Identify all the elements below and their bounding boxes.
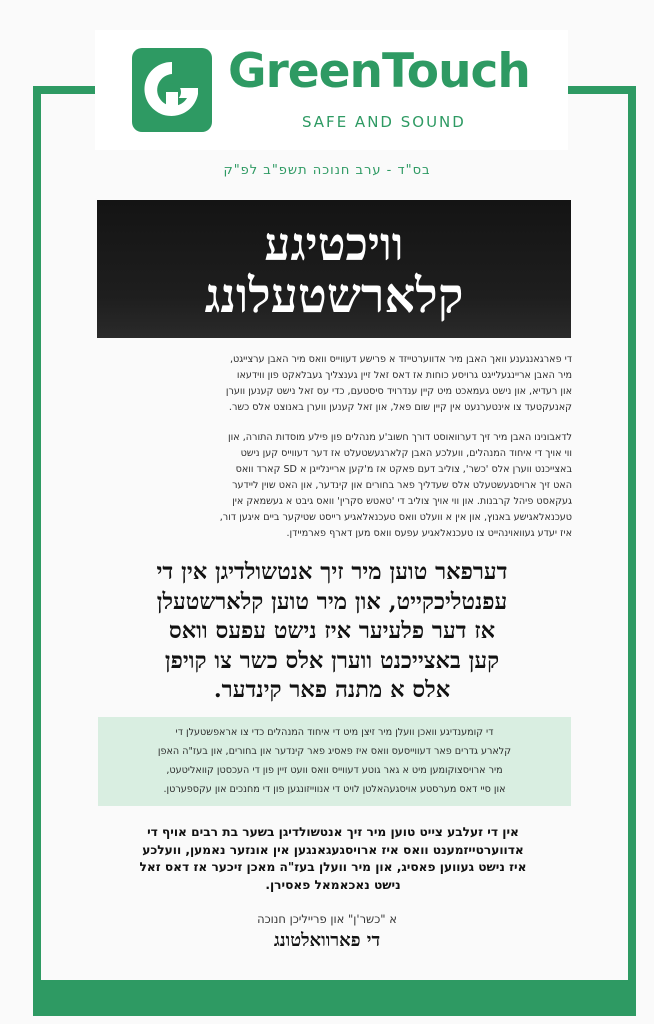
paragraph-line: קאנעקטעד צו אינטערנעט אין קיין שום פאל, און זאל קענען ווערן באנוצט אלס כשר. bbox=[228, 402, 572, 413]
note-line: און סיי דאס מערסטע אויסגעהאלטן לויט די אנווייזונגען פון די מחנכים און עקספערטן. bbox=[163, 784, 506, 795]
holiday-greeting: א "כשר'ן" און פרייליכן חנוכה bbox=[257, 912, 397, 926]
closing-line: אין די זעלבע צייט טוען מיר זיך אנטשולדיגן בשער בת רבים אויף די bbox=[147, 825, 519, 839]
body-paragraph-2 bbox=[96, 430, 572, 542]
paragraph-line: האט זיך ארויסגעשטעלט אלס שעדליך פאר בחורים און קינדער, און האט שוין ליידער bbox=[232, 480, 572, 491]
closing-line: נישט נאכאמאל פאסירן. bbox=[265, 877, 401, 892]
body-paragraph-1 bbox=[96, 352, 572, 416]
headline-line: אז דער פלעיער איז נישט עפעס וואס bbox=[168, 618, 496, 644]
closing-line: איז נישט געווען פאסיג, און מיר וועלן בעז"ה מאכן זיכער אז דאס זאל bbox=[139, 860, 527, 874]
footer-band bbox=[33, 980, 636, 1016]
paragraph-line: לדאבונינו האבן מיר זיך דערוואוסט דורך חשוב'ע מנהלים פון פילע מוסדות התורה, און bbox=[228, 432, 572, 443]
paragraph-line: מיר האבן אריינגעלייגט גרויסע כוחות אז דאס זאל זיין גענצליך געבלאקט פון ווידעאו bbox=[236, 370, 572, 381]
paragraph-line: טעכנאלאגישע באנוץ, און אין א וועלט וואס טעכנאלאגיע רייסט שטיקער ביים איגען דור, bbox=[219, 512, 572, 523]
headline-line: עפנטליכקייט, און מיר טוען קלארשטעלן bbox=[156, 588, 508, 615]
title-line-1: וויכטיגע bbox=[264, 217, 404, 271]
greentouch-logo-icon bbox=[132, 48, 212, 132]
paragraph-line: איז יעדע געוואוינהייט צו טעכנאלאגיע עפעס וואס מען דארף פארמיידן. bbox=[286, 528, 572, 539]
closing-paragraph bbox=[94, 824, 572, 894]
paragraph-line: געקאסט פיהל קרבנות. און ווי אויך צוליב די 'טאטש סקרין' וואס גיבט א געשמאק אין bbox=[232, 496, 572, 507]
headline-line: אלס א מתנה פאר קינדער. bbox=[213, 677, 451, 703]
apology-headline bbox=[90, 558, 574, 706]
closing-line: אדווערטייזמענט וואס איז ארויסגעגאנגען אין אונזער נאמען, וועלכע bbox=[142, 842, 524, 857]
note-line: מיר ארויסצוקומען מיט א גאר גוטע דעווייס וואס וועט זיין פון די העכסטן קוואליטעט, bbox=[166, 765, 503, 776]
frame-border-top-right bbox=[568, 86, 636, 94]
note-line: די קומענדיגע וואכן וועלן מיר זיצן מיט די איחוד המנהלים כדי צו אראפשטעלן די bbox=[175, 727, 494, 738]
signature: די פארוואלטונג bbox=[273, 930, 381, 951]
frame-border-right bbox=[628, 86, 636, 986]
title-banner bbox=[97, 200, 571, 338]
paragraph-line: באצייכנט ווערן אלס 'כשר', צוליב דעם פאקט אז מ'קען אריינלייגן א SD קארד וואס bbox=[235, 464, 572, 475]
brand-name: GreenTouch bbox=[228, 44, 530, 99]
highlighted-note bbox=[98, 717, 571, 806]
title-line-2: קלארשטעלונג bbox=[204, 268, 464, 324]
paragraph-line: די פארגאנגענע וואך האבן מיר אדווערטייזד א פרישע דעווייס וואס מיר האבן ערצייגט, bbox=[229, 354, 572, 365]
headline-line: דערפאר טוען מיר זיך אנטשולדיגן אין די bbox=[156, 559, 508, 585]
frame-border-left bbox=[33, 86, 41, 986]
paragraph-line: ווי אויך די איחוד המנהלים, וועלכע האבן קלארגעשטעלט אז דער דעווייס קען נישט bbox=[240, 448, 572, 459]
note-line: קלארע גדרים פאר דעווייסעס וואס איז פאסיג פאר קינדער און בחורים, און בעז"ה האפן bbox=[157, 746, 512, 757]
headline-line: קען באצייכנט ווערן אלס כשר צו קויפן bbox=[164, 647, 500, 674]
dateline: בס"ד - ערב חנוכה תשפ"ב לפ"ק bbox=[223, 163, 431, 178]
paragraph-line: און רעדיא, און נישט געמאכט מיט קיין ענדרויד סיסטעם, כדי עס זאל נישט קענען ווערן bbox=[225, 386, 572, 397]
brand-tagline: SAFE AND SOUND bbox=[302, 113, 466, 131]
frame-border-top-left bbox=[33, 86, 95, 94]
